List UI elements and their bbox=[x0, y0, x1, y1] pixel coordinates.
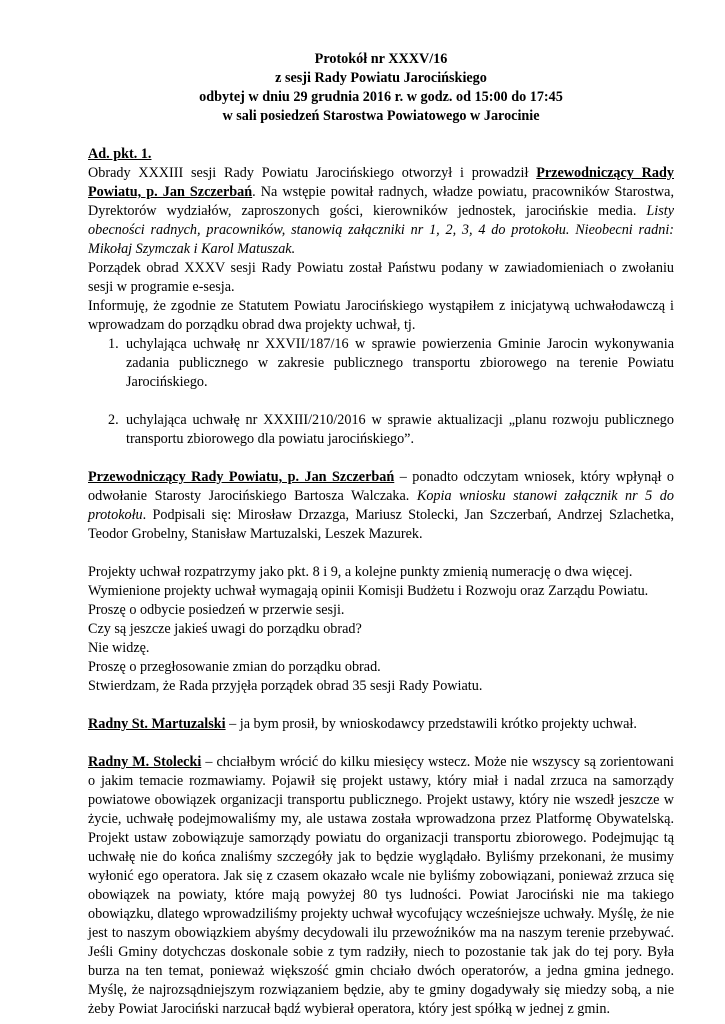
procedure-line: Proszę o przegłosowanie zmian do porządku obrad. bbox=[88, 659, 381, 675]
agenda-paragraph: Porządek obrad XXXV sesji Rady Powiatu został Państwu podany w zawiadomieniach o zwołaniu sesji w programie e-sesja. bbox=[88, 260, 674, 295]
procedure-line: Proszę o odbycie posiedzeń w przerwie sesji. bbox=[88, 602, 345, 618]
procedure-line: Czy są jeszcze jakieś uwagi do porządku obrad? bbox=[88, 621, 362, 637]
motion-text-a: – ponadto odczytam wniosek, który wpłynął o odwołanie Starosty Jarocińskiego Bartosza Walczaka. bbox=[88, 469, 674, 504]
opening-text-b: . Na wstępie powitał radnych, władze powiatu, pracowników Starostwa, Dyrektorów wydziałów, zaproszonych gości, kierowników jednostek, jarocińskie media. bbox=[88, 184, 675, 219]
session-name: z sesji Rady Powiatu Jarocińskiego bbox=[275, 70, 487, 86]
procedure-line: Wymienione projekty uchwał wymagają opinii Komisji Budżetu i Rozwoju oraz Zarządu Powiatu. bbox=[88, 583, 649, 599]
list-item bbox=[88, 411, 674, 449]
list-item-number: 1. bbox=[108, 336, 119, 352]
stolecki-statement bbox=[88, 753, 674, 1019]
initiative-paragraph: Informuję, że zgodnie ze Statutem Powiatu Jarocińskiego wystąpiłem z inicjatywą uchwałodawczą i wprowadzam do porządku obrad dwa projekty uchwał, tj. bbox=[88, 298, 674, 333]
procedure-line: Projekty uchwał rozpatrzymy jako pkt. 8 i 9, a kolejne punkty zmienią numerację o dwa więcej. bbox=[88, 564, 633, 580]
martuzalski-text: – ja bym prosił, by wnioskodawcy przedstawili krótko projekty uchwał. bbox=[225, 716, 637, 732]
chairman-speaker: Przewodniczący Rady Powiatu, p. Jan Szczerbań bbox=[88, 469, 395, 485]
document-page bbox=[88, 50, 674, 1019]
procedure-lines bbox=[88, 563, 674, 696]
list-item bbox=[88, 335, 674, 392]
martuzalski-statement bbox=[88, 715, 674, 734]
motion-text-b: . Podpisali się: Mirosław Drzazga, Mariusz Stolecki, Jan Szczerbań, Andrzej Szlachetka, Teodor Grobelny, Stanisław Martuzalski, Leszek Mazurek. bbox=[88, 507, 674, 542]
stolecki-speaker: Radny M. Stolecki bbox=[88, 754, 202, 770]
list-item-text: uchylająca uchwałę nr XXVII/187/16 w sprawie powierzenia Gminie Jarocin wykonywania zadania publicznego w zakresie publicznego transportu zbiorowego na terenie Powiatu Jarocińskiego. bbox=[126, 336, 674, 390]
attendance-note: Listy obecności radnych, pracowników, stanowią załączniki nr 1, 2, 3, 4 do protokołu. Nieobecni radni: Mikołaj Szymczak i Karol Matuszak. bbox=[88, 203, 674, 257]
procedure-line: Stwierdzam, że Rada przyjęła porządek obrad 35 sesji Rady Powiatu. bbox=[88, 678, 483, 694]
opening-text-a: Obrady XXXIII sesji Rady Powiatu Jarocińskiego otworzył i prowadził bbox=[88, 165, 537, 181]
chairman-name: Przewodniczący Rady Powiatu, p. Jan Szczerbań bbox=[88, 165, 674, 200]
chairman-motion-paragraph bbox=[88, 468, 674, 544]
opening-paragraph bbox=[88, 164, 674, 259]
session-location: w sali posiedzeń Starostwa Powiatowego w Jarocinie bbox=[222, 108, 540, 124]
protocol-header bbox=[88, 50, 674, 126]
motion-attachment-note: Kopia wniosku stanowi załącznik nr 5 do protokołu bbox=[88, 488, 674, 523]
martuzalski-speaker: Radny St. Martuzalski bbox=[88, 716, 226, 732]
session-date-time: odbytej w dniu 29 grudnia 2016 r. w godz. od 15:00 do 17:45 bbox=[199, 89, 563, 105]
procedure-line: Nie widzę. bbox=[88, 640, 150, 656]
protocol-title: Protokół nr XXXV/16 bbox=[314, 51, 448, 67]
list-item-number: 2. bbox=[108, 412, 119, 428]
agenda-item-1-heading: Ad. pkt. 1. bbox=[88, 146, 152, 162]
stolecki-text: – chciałbym wrócić do kilku miesięcy wstecz. Może nie wszyscy są zorientowani o jakim temacie rozmawiamy. Pojawił się projekt ustawy, który miał i nadal zrzuca na samorządy powiatowe obowiązek organizacji transportu publicznego. Projekt ustawy, który nie wszedł jeszcze w życie, uchwałę podejmowaliśmy my, ale ustawa została wprowadzona przez Platformę Obywatelską. Projekt ustaw zobowiązuje samorządy powiatu do organizacji transportu zbiorowego. Podejmując tą uchwałę nie do końca znaliśmy szczegóły jak to będzie wyglądało. Byliśmy przekonani, że musimy wyłonić ego operatora. Jak się z czasem okazało wcale nie byliśmy zobowiązani, ponieważ zrzuca się obowiązek na powiaty, które mają powyżej 80 tys ludności. Powiat Jarociński nie ma takiego obowiązku, dlatego wprowadziliśmy projekty uchwał wycofujący wcześniejsze uchwały. Myślę, że nie jest to naszym obowiązkiem abyśmy decydowali ilu przewoźników ma na naszym terenie przebywać. Jeśli Gminy dotychczas doskonale sobie z tym radziły, niech to pozostanie tak jak do tej pory. Była burza na ten temat, ponieważ większość gmin chciało dwóch operatorów, a jedna gmina jednego. Myślę, że najrozsądniejszym rozwiązaniem będzie, aby te gminy dogadywały się miedzy sobą, a nie żeby Powiat Jarociński narzucał bądź wybierał operatora, który jest spółką w jednej z gmin. bbox=[88, 754, 674, 1017]
list-item-text: uchylająca uchwałę nr XXXIII/210/2016 w sprawie aktualizacji „planu rozwoju publicznego transportu zbiorowego dla powiatu jarocińskiego”. bbox=[126, 412, 674, 447]
resolution-list bbox=[88, 335, 674, 449]
